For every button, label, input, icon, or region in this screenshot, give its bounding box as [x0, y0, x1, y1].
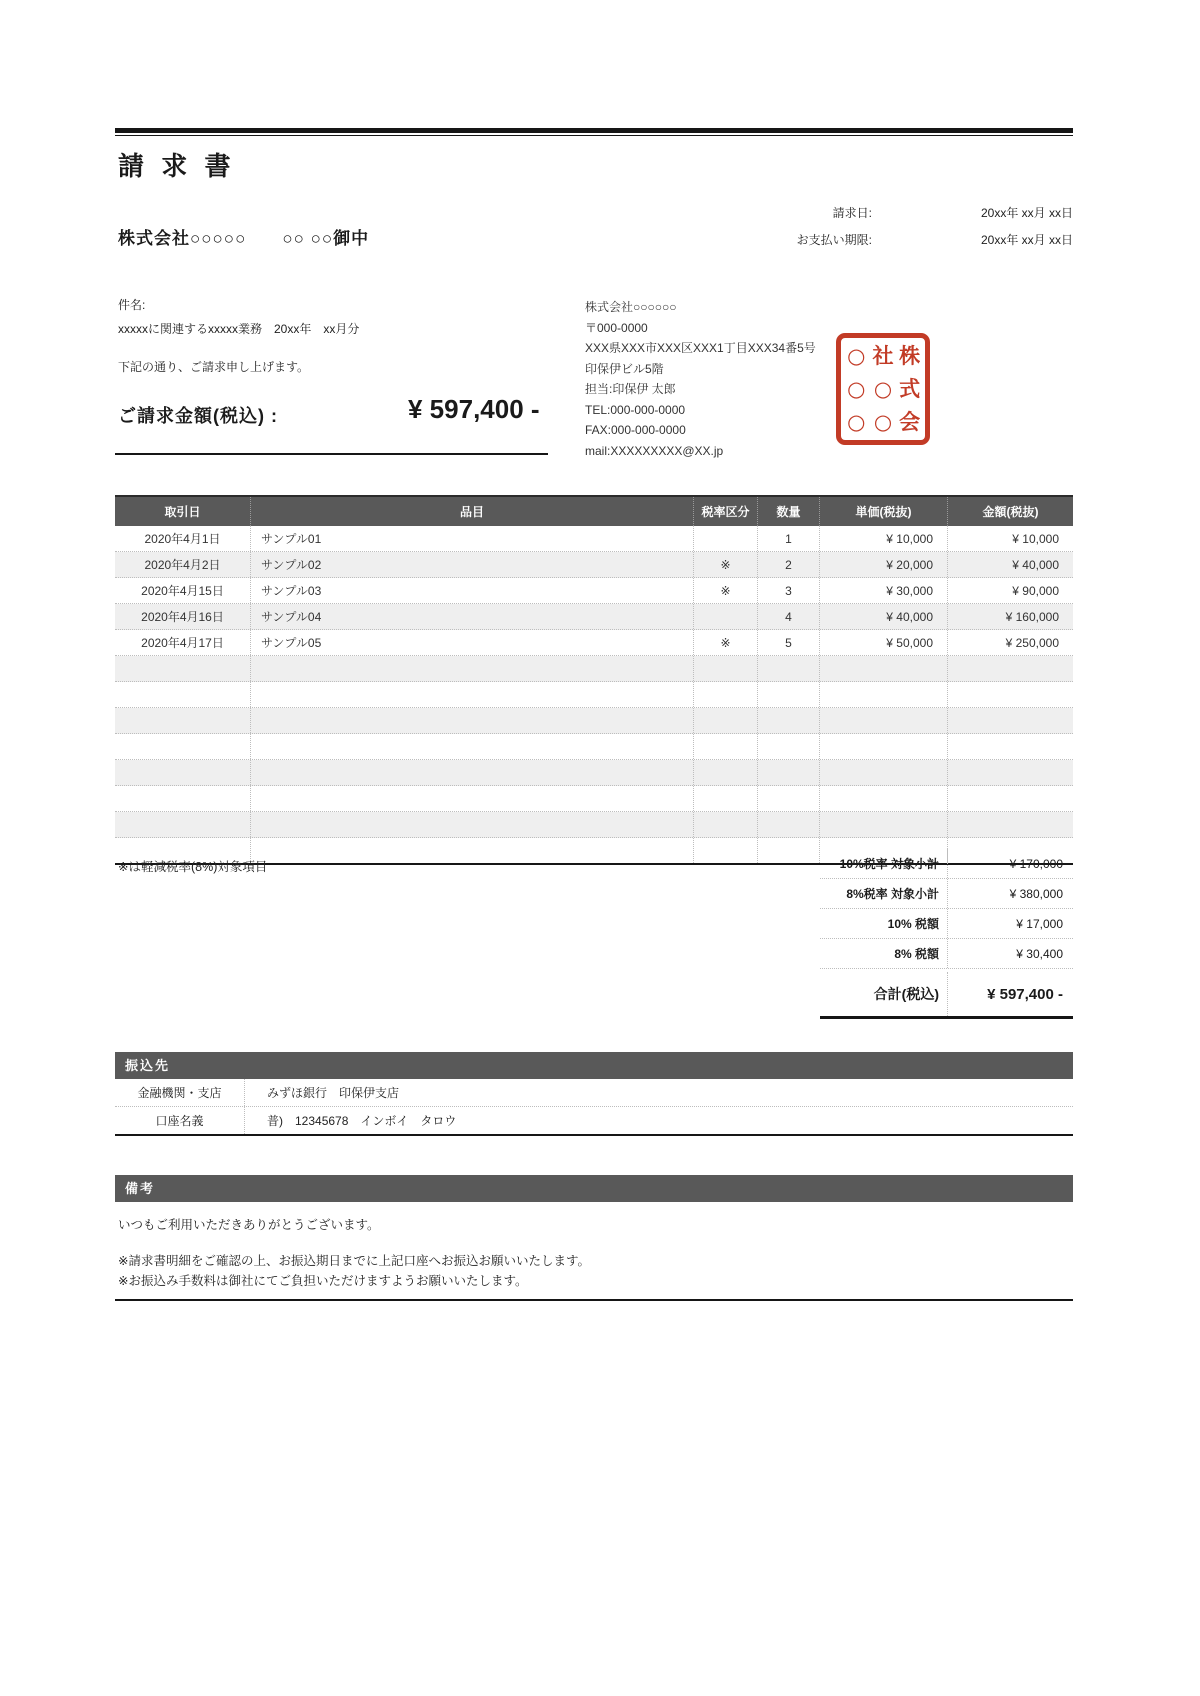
sender-tel: TEL:000-000-0000 — [585, 402, 686, 417]
table-row — [115, 526, 1073, 552]
cell-unitprice: ¥ 50,000 — [820, 630, 948, 655]
col-header-qty: 数量 — [758, 497, 820, 526]
cell-qty: 2 — [758, 552, 820, 577]
sender-contact: 担当:印保伊 太郎 — [585, 382, 676, 396]
seal-glyph: 式 — [899, 375, 921, 401]
remarks-section — [115, 1175, 1073, 1301]
cell-amount: ¥ 40,000 — [1012, 557, 1059, 572]
bank-institution-label: 金融機関・支店 — [115, 1079, 245, 1106]
bank-institution-row — [115, 1079, 1073, 1107]
billed-amount-value: ¥ 597,400 - — [408, 394, 540, 424]
cell-unitprice: ¥ 30,000 — [820, 578, 948, 603]
col-header-date: 取引日 — [115, 497, 251, 526]
tax-8pct-label: 8% 税額 — [820, 939, 948, 968]
cell-unitprice: ¥ 20,000 — [820, 552, 948, 577]
table-header-row — [115, 497, 1073, 526]
company-seal-stamp — [836, 333, 930, 445]
cell-item: サンプル04 — [251, 604, 694, 629]
greeting-text: 下記の通り、ご請求申し上げます。 — [118, 360, 310, 374]
cell-item: サンプル05 — [251, 630, 694, 655]
amount-underline — [115, 453, 548, 455]
due-date-value: 20xx年 xx月 xx日 — [980, 233, 1073, 247]
seal-column-middle — [870, 340, 897, 438]
seal-column-right — [896, 340, 923, 438]
seal-glyph: ○ — [873, 408, 893, 434]
cell-qty: 5 — [758, 630, 820, 655]
billed-amount-label: ご請求金額(税込) : — [118, 406, 278, 426]
grand-total-row — [820, 972, 1073, 1019]
top-rule — [115, 128, 1073, 136]
cell-taxclass: ※ — [694, 578, 758, 603]
due-date-row — [700, 226, 1073, 253]
subtotal-10pct-value: ¥ 170,000 — [1009, 856, 1063, 871]
bank-account-row — [115, 1107, 1073, 1136]
table-body — [115, 526, 1073, 863]
remarks-section-header: 備考 — [115, 1175, 1073, 1202]
invoice-date-row — [700, 199, 1073, 226]
cell-amount: ¥ 90,000 — [1012, 583, 1059, 598]
col-header-item: 品目 — [251, 497, 694, 526]
seal-glyph: ○ — [847, 375, 866, 401]
cell-taxclass: ※ — [694, 630, 758, 655]
subject-text: xxxxxに関連するxxxxx業務 20xx年 xx月分 — [118, 322, 360, 336]
table-row-empty — [115, 786, 1073, 812]
table-row — [115, 630, 1073, 656]
table-row-empty — [115, 682, 1073, 708]
bank-account-value: 普) 12345678 インボイ タロウ — [267, 1114, 457, 1128]
bank-institution-value: みずほ銀行 印保伊支店 — [267, 1086, 400, 1100]
cell-qty: 4 — [758, 604, 820, 629]
sender-address-2: 印保伊ビル5階 — [585, 361, 664, 376]
sender-block — [585, 297, 816, 461]
cell-amount: ¥ 10,000 — [1012, 531, 1059, 546]
sender-mail: mail:XXXXXXXXX@XX.jp — [585, 443, 724, 458]
subtotal-8pct-value: ¥ 380,000 — [1009, 886, 1063, 901]
seal-glyph: ○ — [847, 343, 866, 369]
tax-8pct-row — [820, 939, 1073, 969]
cell-date: 2020年4月15日 — [115, 578, 251, 603]
cell-date: 2020年4月16日 — [115, 604, 251, 629]
cell-item: サンプル02 — [251, 552, 694, 577]
remarks-notes — [118, 1251, 1073, 1291]
bank-transfer-section — [115, 1052, 1073, 1136]
cell-qty: 1 — [758, 526, 820, 551]
grand-total-label: 合計(税込) — [820, 972, 948, 1016]
col-header-amount: 金額(税抜) — [982, 505, 1039, 519]
cell-taxclass — [694, 526, 758, 551]
subtotal-8pct-label: 8%税率 対象小計 — [820, 879, 948, 908]
table-row-empty — [115, 812, 1073, 838]
remarks-note-2: ※お振込み手数料は御社にてご負担いただけますようお願いいたします。 — [118, 1274, 528, 1288]
remarks-note-1: ※請求書明細をご確認の上、お振込期日までに上記口座へお振込お願いいたします。 — [118, 1254, 590, 1268]
table-row-empty — [115, 708, 1073, 734]
invoice-date-label: 請求日: — [832, 206, 872, 220]
seal-glyph: ○ — [847, 408, 866, 434]
cell-item: サンプル01 — [251, 526, 694, 551]
seal-glyph: 社 — [872, 343, 894, 369]
cell-amount: ¥ 250,000 — [1005, 635, 1059, 650]
grand-total-value: ¥ 597,400 - — [987, 985, 1063, 1003]
table-row-empty — [115, 760, 1073, 786]
totals-block — [820, 849, 1073, 1019]
recipient-name: 株式会社○○○○○ ○○ ○○御中 — [118, 229, 370, 248]
seal-glyph: ○ — [873, 375, 893, 401]
cell-date: 2020年4月17日 — [115, 630, 251, 655]
table-row-empty — [115, 734, 1073, 760]
cell-item: サンプル03 — [251, 578, 694, 603]
sender-address-1: XXX県XXX市XXX区XXX1丁目XXX34番5号 — [585, 341, 816, 355]
cell-date: 2020年4月2日 — [115, 552, 251, 577]
bottom-rule — [115, 1299, 1073, 1301]
tax-10pct-value: ¥ 17,000 — [1016, 916, 1063, 931]
table-row — [115, 604, 1073, 630]
cell-qty: 3 — [758, 578, 820, 603]
invoice-date-value: 20xx年 xx月 xx日 — [980, 206, 1073, 220]
col-header-taxclass: 税率区分 — [694, 497, 758, 526]
col-header-unitprice: 単価(税抜) — [820, 497, 948, 526]
remarks-thanks: いつもご利用いただきありがとうございます。 — [118, 1218, 380, 1232]
cell-date: 2020年4月1日 — [115, 526, 251, 551]
tax-10pct-row — [820, 909, 1073, 939]
table-row-empty — [115, 656, 1073, 682]
reduced-tax-note: ※は軽減税率(8%)対象項目 — [118, 860, 268, 874]
line-items-table — [115, 495, 1073, 865]
bank-section-header: 振込先 — [115, 1052, 1073, 1079]
cell-amount: ¥ 160,000 — [1005, 609, 1059, 624]
sender-postal: 〒000-0000 — [585, 320, 648, 335]
subtotal-10pct-row — [820, 849, 1073, 879]
table-row — [115, 552, 1073, 578]
subtotal-8pct-row — [820, 879, 1073, 909]
subject-label: 件名: — [118, 298, 146, 312]
bank-account-label: 口座名義 — [115, 1107, 245, 1134]
cell-unitprice: ¥ 40,000 — [820, 604, 948, 629]
page-title: 請 求 書 — [118, 151, 236, 181]
cell-taxclass — [694, 604, 758, 629]
subtotal-10pct-label: 10%税率 対象小計 — [820, 849, 948, 878]
table-row — [115, 578, 1073, 604]
date-block — [700, 199, 1073, 253]
cell-unitprice: ¥ 10,000 — [820, 526, 948, 551]
cell-taxclass: ※ — [694, 552, 758, 577]
due-date-label: お支払い期限: — [796, 233, 872, 247]
seal-glyph: 会 — [899, 408, 921, 434]
seal-column-left — [843, 340, 870, 438]
seal-glyph: 株 — [899, 343, 921, 369]
sender-fax: FAX:000-000-0000 — [585, 423, 686, 437]
tax-10pct-label: 10% 税額 — [820, 909, 948, 938]
sender-company: 株式会社○○○○○○ — [585, 300, 677, 314]
tax-8pct-value: ¥ 30,400 — [1016, 946, 1063, 961]
